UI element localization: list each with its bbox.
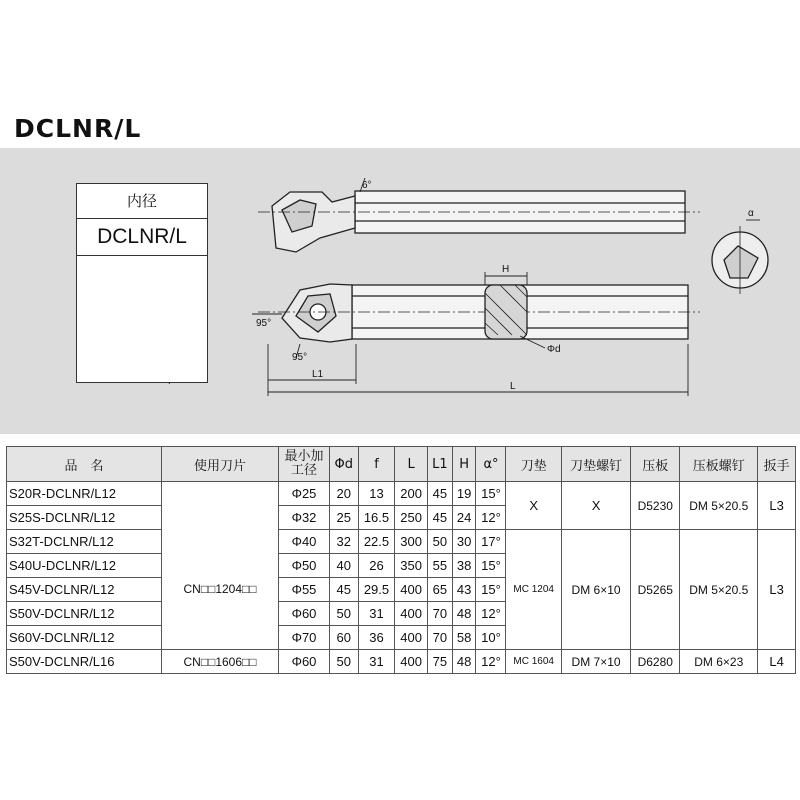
insert-cell-1606: CN□□1606□□ <box>162 650 279 674</box>
col-name: 品 名 <box>7 447 162 482</box>
shim-screw-cell: DM 7×10 <box>561 650 630 674</box>
phid-cell: 60 <box>330 626 359 650</box>
model-cell: S32T-DCLNR/L12 <box>7 530 162 554</box>
h-cell: 24 <box>452 506 476 530</box>
shim-cell: MC 1204 <box>506 530 561 650</box>
clamp-cell: D5265 <box>631 530 680 650</box>
h-cell: 48 <box>452 602 476 626</box>
col-phid: Φd <box>330 447 359 482</box>
l-cell: 350 <box>395 554 427 578</box>
l-cell: 300 <box>395 530 427 554</box>
min-bore-cell: Φ70 <box>279 626 330 650</box>
clamp-screw-cell: DM 6×23 <box>680 650 758 674</box>
min-bore-cell: Φ50 <box>279 554 330 578</box>
min-bore-cell: Φ55 <box>279 578 330 602</box>
col-insert: 使用刀片 <box>162 447 279 482</box>
col-min-bore: 最小加工径 <box>279 447 330 482</box>
l1-cell: 65 <box>427 578 452 602</box>
legend-label: 内径 <box>77 184 207 219</box>
legend-code: DCLNR/L <box>77 219 207 256</box>
h-cell: 58 <box>452 626 476 650</box>
model-cell: S25S-DCLNR/L12 <box>7 506 162 530</box>
f-cell: 16.5 <box>358 506 395 530</box>
phid-cell: 32 <box>330 530 359 554</box>
clamp-cell: D6280 <box>631 650 680 674</box>
f-cell: 13 <box>358 482 395 506</box>
phid-cell: 40 <box>330 554 359 578</box>
alpha-cell: 15° <box>476 554 506 578</box>
shim-cell: X <box>506 482 561 530</box>
phid-cell: 45 <box>330 578 359 602</box>
phid-dimension-label: Φd <box>547 344 561 355</box>
alpha-cell: 15° <box>476 578 506 602</box>
col-clamp: 压板 <box>631 447 680 482</box>
model-cell: S45V-DCLNR/L12 <box>7 578 162 602</box>
min-bore-cell: Φ60 <box>279 602 330 626</box>
f-cell: 29.5 <box>358 578 395 602</box>
legend-box <box>76 183 208 383</box>
h-cell: 38 <box>452 554 476 578</box>
l-cell: 400 <box>395 626 427 650</box>
alpha-cell: 12° <box>476 506 506 530</box>
clamp-screw-cell: DM 5×20.5 <box>680 482 758 530</box>
l-cell: 200 <box>395 482 427 506</box>
model-cell: S60V-DCLNR/L12 <box>7 626 162 650</box>
table-header-row <box>7 447 796 482</box>
l1-cell: 45 <box>427 506 452 530</box>
col-shim: 刀垫 <box>506 447 561 482</box>
alpha-cell: 12° <box>476 650 506 674</box>
min-bore-cell: Φ25 <box>279 482 330 506</box>
h-cell: 48 <box>452 650 476 674</box>
wrench-cell: L3 <box>758 482 796 530</box>
angle-95-label-a: 95° <box>256 318 272 329</box>
alpha-label: α <box>748 208 754 219</box>
model-cell: S20R-DCLNR/L12 <box>7 482 162 506</box>
section-outline <box>485 285 527 339</box>
l1-cell: 50 <box>427 530 452 554</box>
l1-dimension-label: L1 <box>312 369 324 380</box>
page-title: DCLNR/L <box>14 114 142 143</box>
l-cell: 250 <box>395 506 427 530</box>
l1-cell: 70 <box>427 602 452 626</box>
wrench-cell: L3 <box>758 530 796 650</box>
f-cell: 36 <box>358 626 395 650</box>
col-alpha: α° <box>476 447 506 482</box>
model-cell: S50V-DCLNR/L12 <box>7 602 162 626</box>
h-cell: 19 <box>452 482 476 506</box>
min-bore-cell: Φ60 <box>279 650 330 674</box>
alpha-cell: 10° <box>476 626 506 650</box>
min-bore-cell: Φ40 <box>279 530 330 554</box>
model-cell: S40U-DCLNR/L12 <box>7 554 162 578</box>
f-cell: 31 <box>358 602 395 626</box>
spec-table <box>6 446 796 674</box>
col-f: f <box>358 447 395 482</box>
phid-cell: 25 <box>330 506 359 530</box>
f-cell: 26 <box>358 554 395 578</box>
h-dimension-label: H <box>502 264 510 275</box>
phid-cell: 20 <box>330 482 359 506</box>
col-h: H <box>452 447 476 482</box>
l-cell: 400 <box>395 578 427 602</box>
alpha-cell: 15° <box>476 482 506 506</box>
h-cell: 30 <box>452 530 476 554</box>
angle-6-label: 6° <box>362 180 372 191</box>
shim-cell: MC 1604 <box>506 650 561 674</box>
col-shim-screw: 刀垫螺钉 <box>561 447 630 482</box>
l-cell: 400 <box>395 602 427 626</box>
angle-95-label-b: 95° <box>292 352 308 363</box>
col-clamp-screw: 压板螺钉 <box>680 447 758 482</box>
l-dimension-label: L <box>510 381 516 392</box>
phid-cell: 50 <box>330 650 359 674</box>
l1-cell: 70 <box>427 626 452 650</box>
l1-cell: 45 <box>427 482 452 506</box>
l-cell: 400 <box>395 650 427 674</box>
min-bore-cell: Φ32 <box>279 506 330 530</box>
alpha-cell: 12° <box>476 602 506 626</box>
table-row <box>7 650 796 674</box>
col-l: L <box>395 447 427 482</box>
shim-screw-cell: DM 6×10 <box>561 530 630 650</box>
l1-cell: 75 <box>427 650 452 674</box>
table-row <box>7 482 796 506</box>
insert-cell-1204: CN□□1204□□ <box>162 482 279 650</box>
clamp-cell: D5230 <box>631 482 680 530</box>
model-cell: S50V-DCLNR/L16 <box>7 650 162 674</box>
alpha-cell: 17° <box>476 530 506 554</box>
phid-cell: 50 <box>330 602 359 626</box>
l1-cell: 55 <box>427 554 452 578</box>
h-cell: 43 <box>452 578 476 602</box>
f-cell: 22.5 <box>358 530 395 554</box>
f-cell: 31 <box>358 650 395 674</box>
wrench-cell: L4 <box>758 650 796 674</box>
top-head-outline <box>272 192 355 252</box>
col-wrench: 扳手 <box>758 447 796 482</box>
table-row <box>7 530 796 554</box>
col-l1: L1 <box>427 447 452 482</box>
clamp-screw-cell: DM 5×20.5 <box>680 530 758 650</box>
shim-screw-cell: X <box>561 482 630 530</box>
